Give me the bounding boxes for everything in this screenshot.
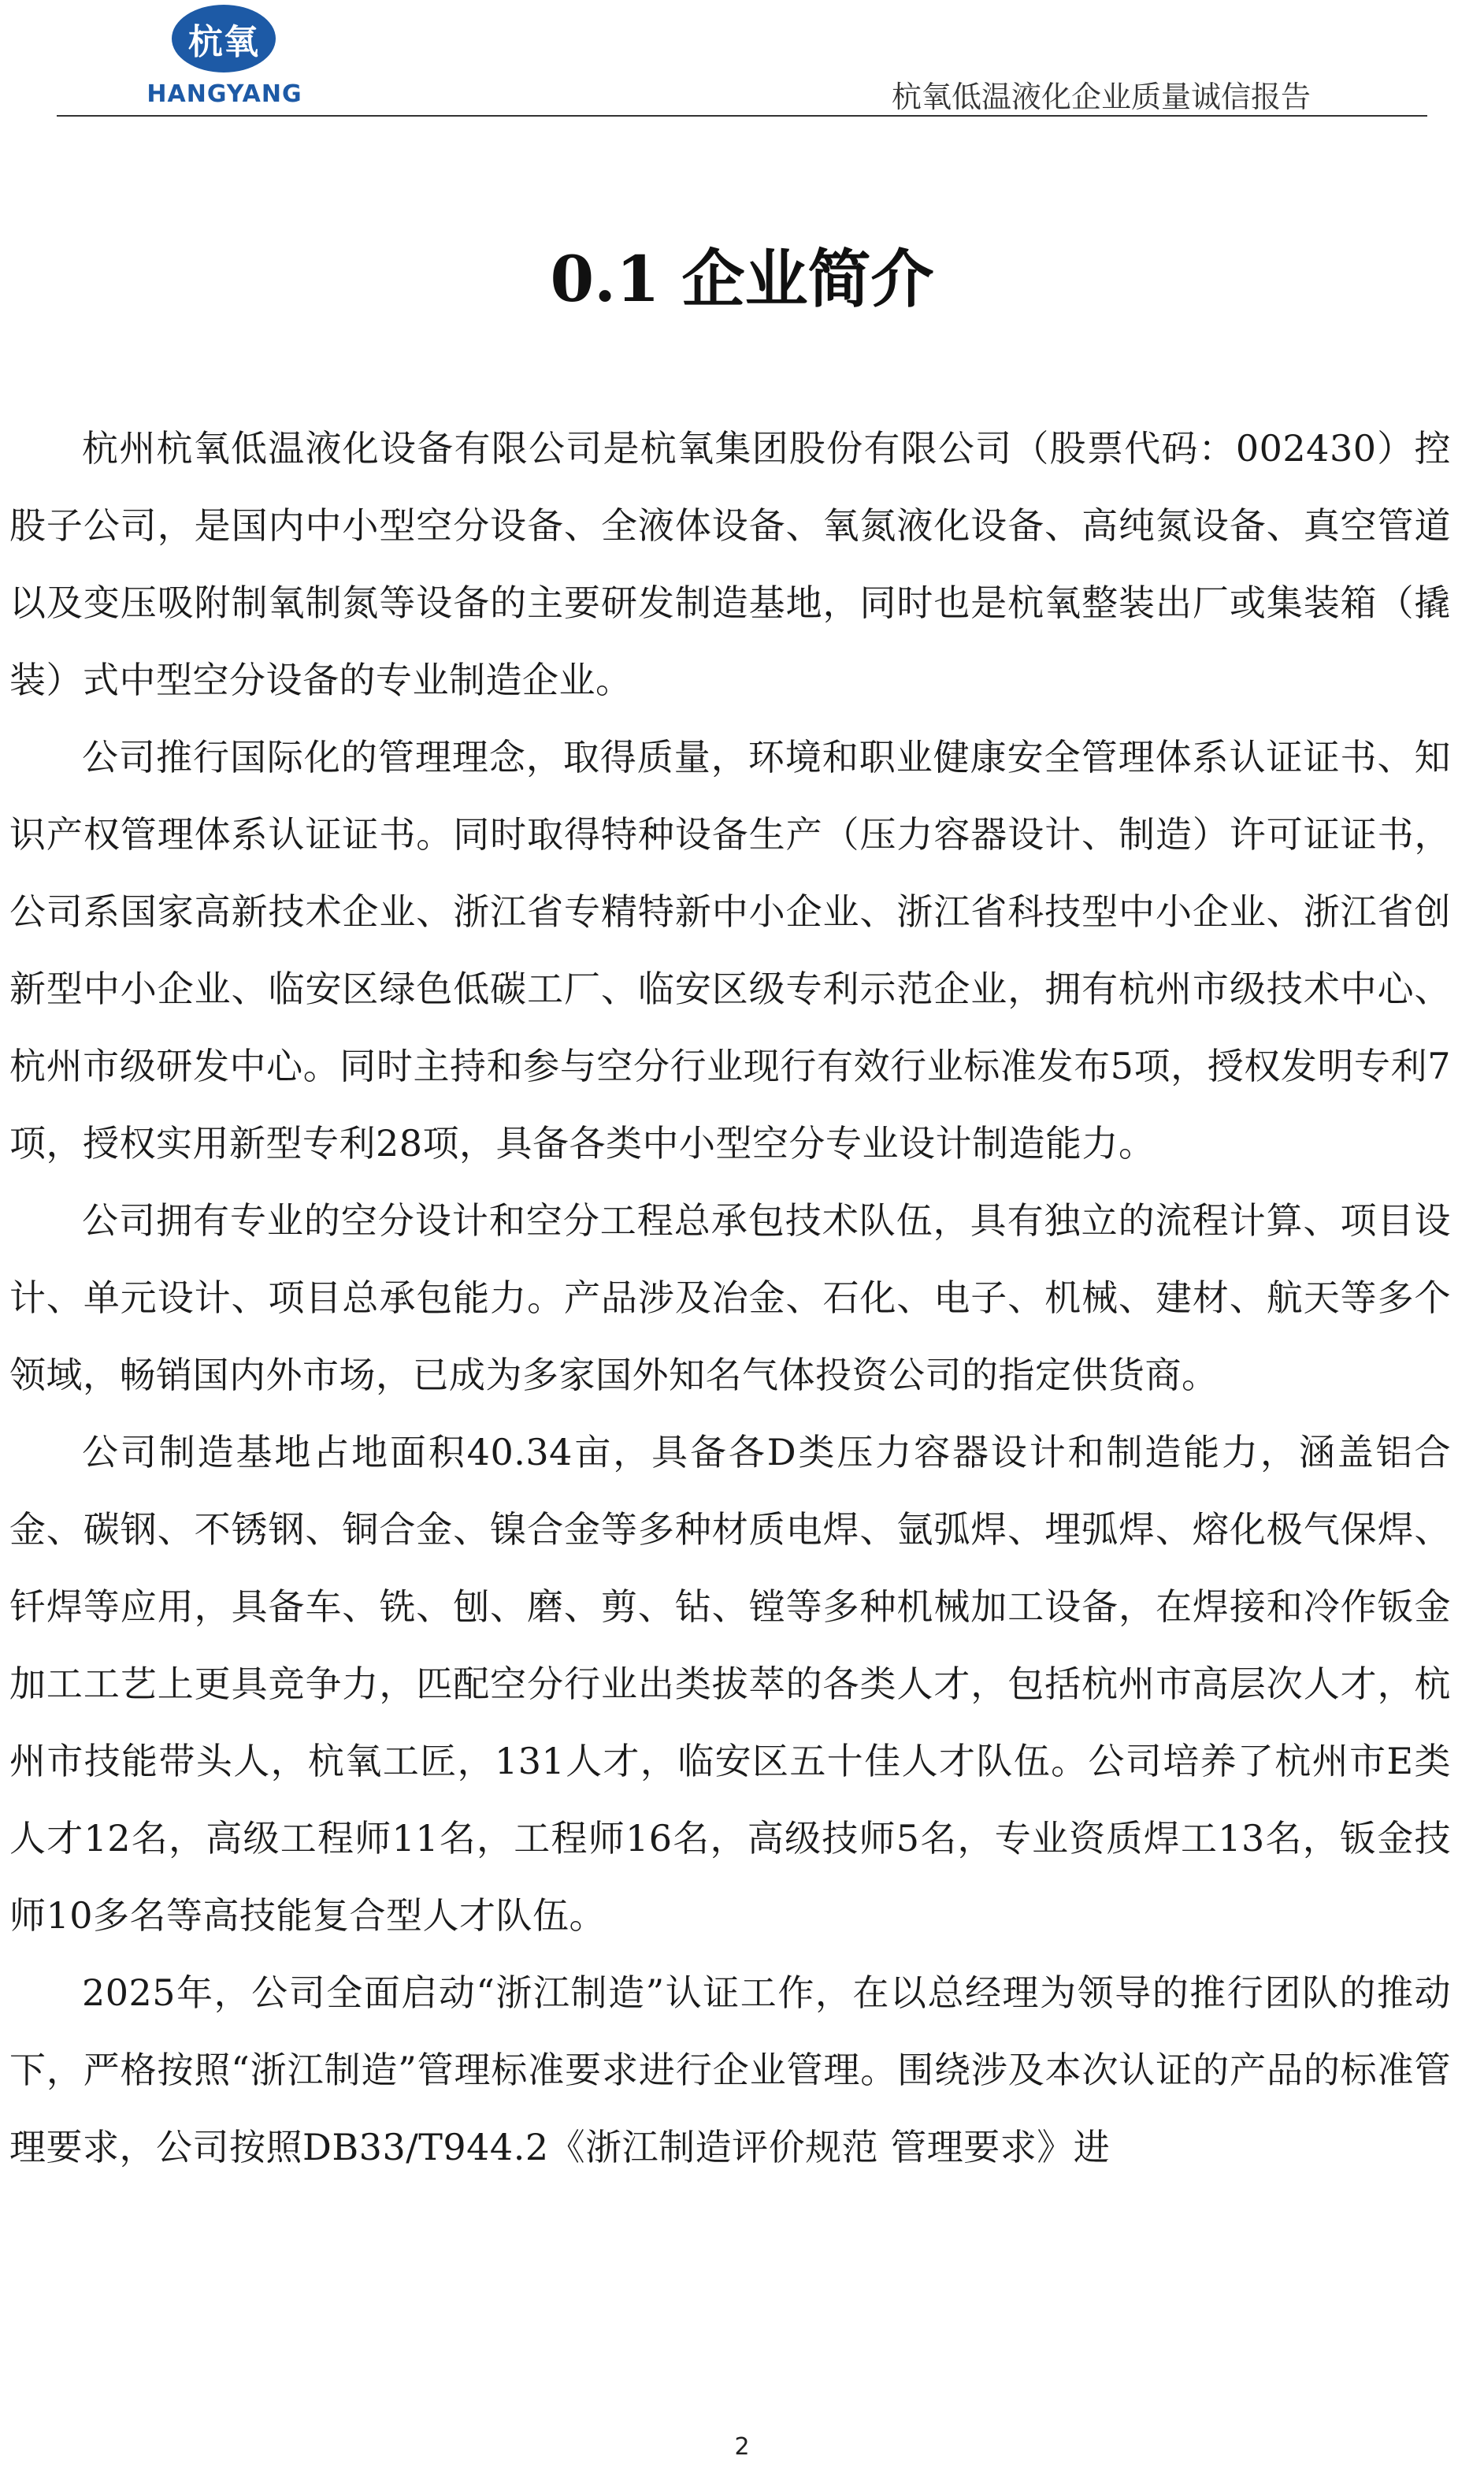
- header-divider: [57, 115, 1427, 117]
- logo-english-text: HANGYANG: [147, 80, 302, 108]
- logo-chinese-text: 杭氧: [188, 22, 259, 62]
- paragraph-certifications: 公司推行国际化的管理理念，取得质量，环境和职业健康安全管理体系认证证书、知识产权管理体系认证证书。同时取得特种设备生产（压力容器设计、制造）许可证证书，公司系国家高新技术企业、浙江省专精特新中小企业、浙江省科技型中小企业、浙江省创新型中小企业、临安区绿色低碳工厂、临安区级专利示范企业，拥有杭州市级技术中心、杭州市级研发中心。同时主持和参与空分行业现行有效行业标准发布5项，授权发明专利7项，授权实用新型专利28项，具备各类中小型空分专业设计制造能力。: [9, 736, 1451, 1165]
- hangyang-logo: [134, 5, 315, 107]
- paragraph-zhejiang-made: 2025年，公司全面启动“浙江制造”认证工作，在以总经理为领导的推行团队的推动下，严格按照“浙江制造”管理标准要求进行企业管理。围绕涉及本次认证的产品的标准管理要求，公司按照DB33/T944.2《浙江制造评价规范 管理要求》进: [9, 1971, 1451, 2168]
- page-header: [0, 0, 1484, 118]
- section-title: 0.1 企业简介: [550, 242, 934, 316]
- page-number: 2: [734, 2433, 750, 2461]
- paragraph-company-profile: 杭州杭氧低温液化设备有限公司是杭氧集团股份有限公司（股票代码：002430）控股子公司，是国内中小型空分设备、全液体设备、氧氮液化设备、高纯氮设备、真空管道以及变压吸附制氧制氮等设备的主要研发制造基地，同时也是杭氧整装出厂或集装箱（撬装）式中型空分设备的专业制造企业。: [9, 427, 1451, 701]
- paragraph-engineering-team: 公司拥有专业的空分设计和空分工程总承包技术队伍，具有独立的流程计算、项目设计、单元设计、项目总承包能力。产品涉及冶金、石化、电子、机械、建材、航天等多个领域，畅销国内外市场，已成为多家国外知名气体投资公司的指定供货商。: [9, 1199, 1451, 1396]
- report-title: 杭氧低温液化企业质量诚信报告: [891, 80, 1311, 114]
- body-text: [9, 410, 1451, 2186]
- logo-oval: [172, 5, 276, 72]
- paragraph-manufacturing-base: 公司制造基地占地面积40.34亩，具备各D类压力容器设计和制造能力，涵盖铝合金、碳钢、不锈钢、铜合金、镍合金等多种材质电焊、氩弧焊、埋弧焊、熔化极气保焊、钎焊等应用，具备车、铣、刨、磨、剪、钻、镗等多种机械加工设备，在焊接和冷作钣金加工工艺上更具竞争力，匹配空分行业出类拔萃的各类人才，包括杭州市高层次人才，杭州市技能带头人，杭氧工匠，131人才，临安区五十佳人才队伍。公司培养了杭州市E类人才12名，高级工程师11名，工程师16名，高级技师5名，专业资质焊工13名，钣金技师10多名等高技能复合型人才队伍。: [9, 1431, 1451, 1937]
